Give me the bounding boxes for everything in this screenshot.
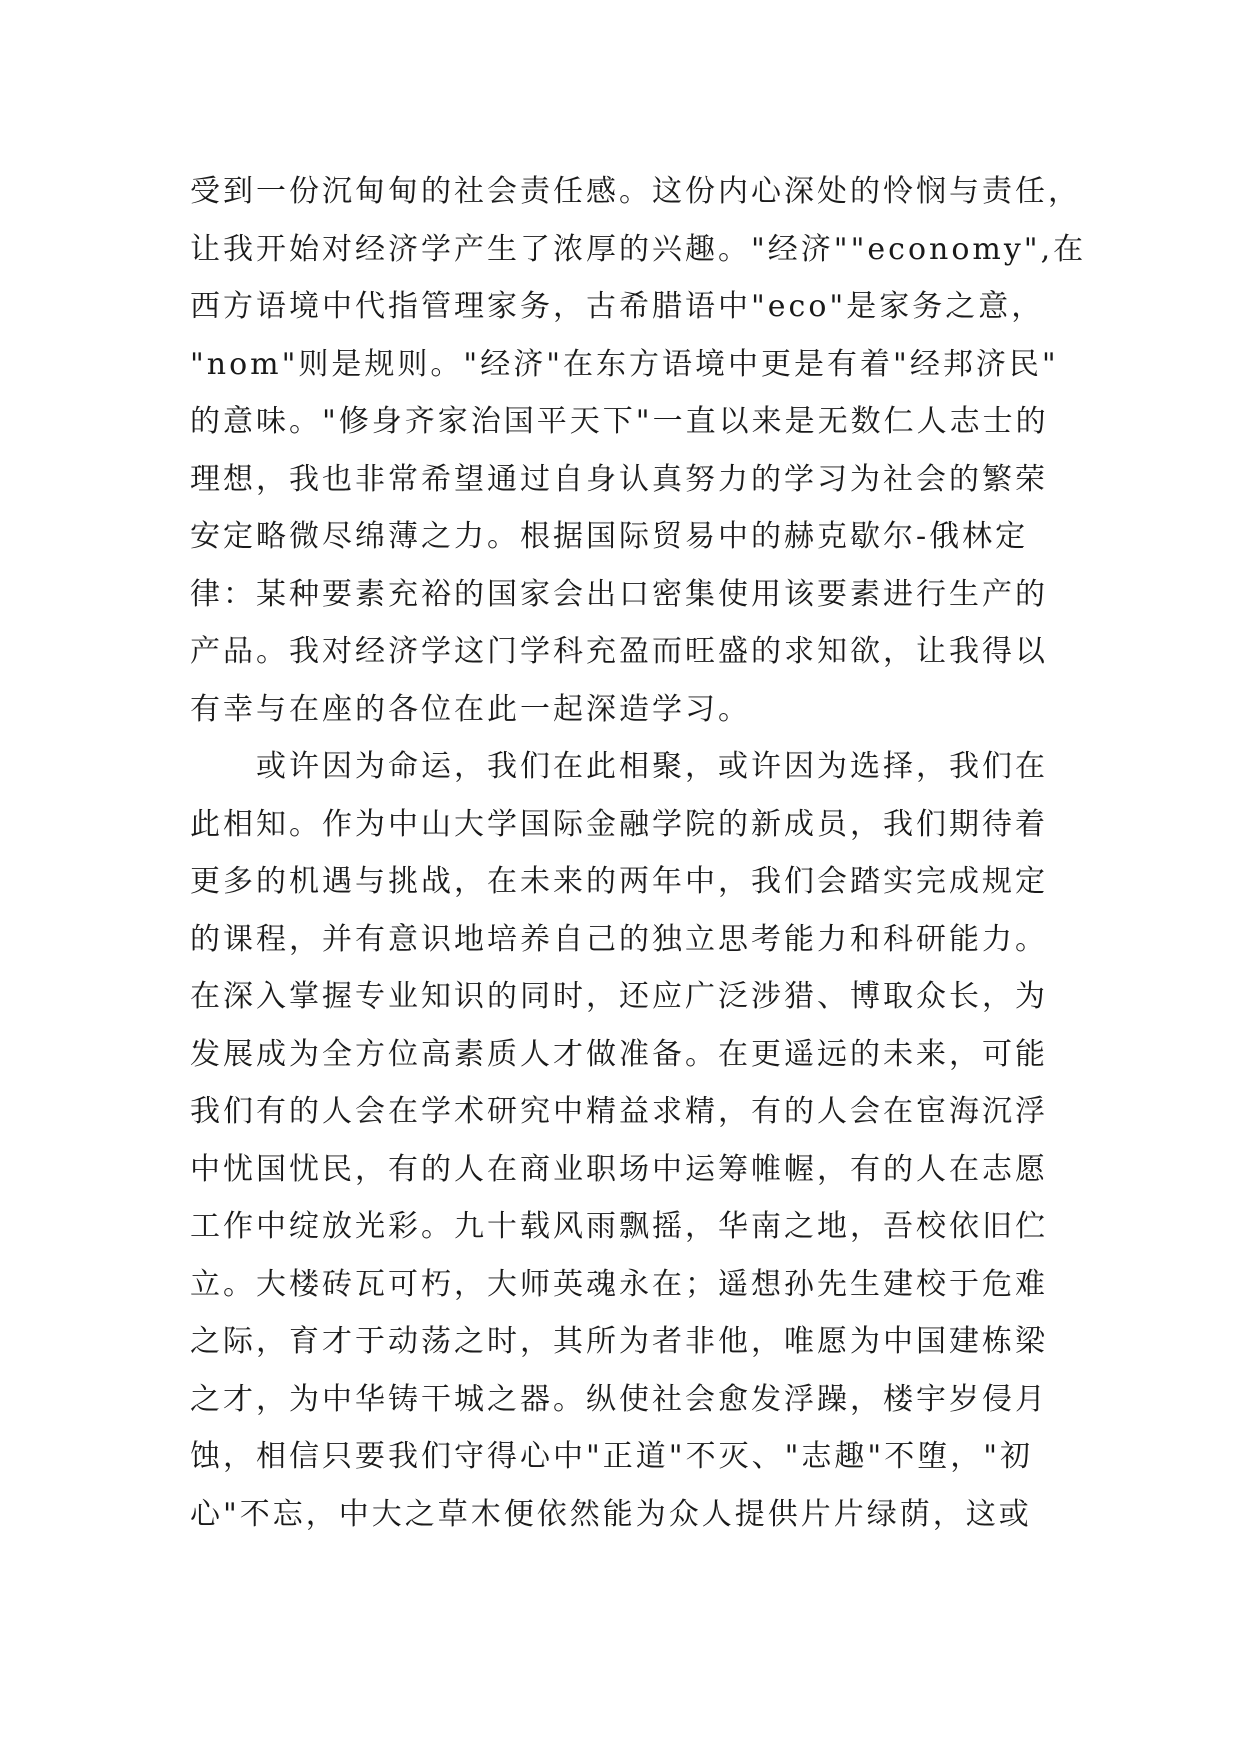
text-line: 之际，育才于动荡之时，其所为者非他，唯愿为中国建栋梁 [190,1324,1048,1359]
paragraph-first-line: 或许因为命运，我们在此相聚，或许因为选择，我们在 [256,749,1048,784]
text-line: 律：某种要素充裕的国家会出口密集使用该要素进行生产的 [190,576,1048,612]
text-line: 蚀，相信只要我们守得心中"正道"不灭、"志趣"不堕，"初 [190,1439,1033,1474]
text-line: 让我开始对经济学产生了浓厚的兴趣。"经济""economy",在 [190,231,1087,267]
body-text [190,163,1090,1543]
text-line: 安定略微尽绵薄之力。根据国际贸易中的赫克歇尔-俄林定 [190,519,1029,554]
text-line: 的意味。"修身齐家治国平天下"一直以来是无数仁人志士的 [190,404,1049,439]
text-line: 理想，我也非常希望通过自身认真努力的学习为社会的繁荣 [190,461,1048,497]
text-line: 更多的机遇与挑战，在未来的两年中，我们会踏实完成规定 [190,864,1048,899]
text-line: 受到一份沉甸甸的社会责任感。这份内心深处的怜悯与责任， [190,174,1081,209]
text-line: 西方语境中代指管理家务，古希腊语中"eco"是家务之意， [190,289,1045,324]
text-line: 发展成为全方位高素质人才做准备。在更遥远的未来，可能 [190,1036,1048,1072]
text-line: "nom"则是规则。"经济"在东方语境中更是有着"经邦济民" [190,346,1059,382]
text-line: 心"不忘，中大之草木便依然能为众人提供片片绿荫，这或 [190,1496,1032,1532]
text-line: 之才，为中华铸干城之器。纵使社会愈发浮躁，楼宇岁侵月 [190,1381,1048,1417]
text-line: 中忧国忧民，有的人在商业职场中运筹帷幄，有的人在志愿 [190,1151,1048,1187]
text-line: 有幸与在座的各位在此一起深造学习。 [190,691,751,727]
text-line: 在深入掌握专业知识的同时，还应广泛涉猎、博取众长，为 [190,979,1048,1014]
text-line: 立。大楼砖瓦可朽，大师英魂永在；遥想孙先生建校于危难 [190,1266,1048,1302]
text-line: 工作中绽放光彩。九十载风雨飘摇，华南之地，吾校依旧伫 [190,1209,1048,1244]
text-line: 我们有的人会在学术研究中精益求精，有的人会在宦海沉浮 [190,1094,1048,1129]
text-line: 此相知。作为中山大学国际金融学院的新成员，我们期待着 [190,806,1048,842]
text-line: 产品。我对经济学这门学科充盈而旺盛的求知欲，让我得以 [190,634,1048,669]
text-line: 的课程，并有意识地培养自己的独立思考能力和科研能力。 [190,921,1048,957]
